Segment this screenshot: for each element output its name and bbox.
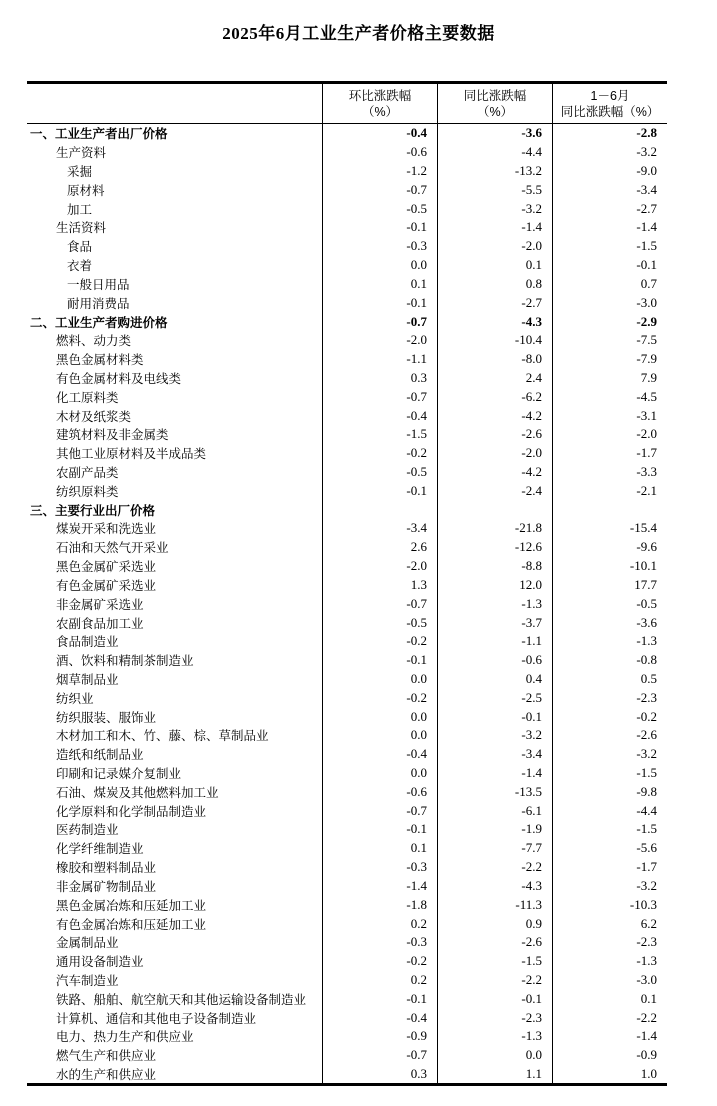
row-label: 有色金属矿采选业: [56, 578, 157, 593]
row-value: -5.6: [552, 839, 667, 858]
row-value: -11.3: [437, 895, 552, 914]
header-line-2: 同比涨跌幅（%）: [560, 104, 660, 119]
row-value: -1.5: [552, 237, 667, 256]
row-value: 0.1: [322, 839, 437, 858]
row-label: 生活资料: [56, 221, 107, 236]
table-row: [27, 500, 667, 519]
header-line-2: （%）: [361, 104, 399, 119]
row-value: -2.6: [437, 425, 552, 444]
row-value: -3.3: [552, 463, 667, 482]
row-value: -0.5: [322, 199, 437, 218]
row-label: 三、主要行业出厂价格: [30, 503, 156, 518]
header-ytd-yoy-change: [552, 84, 667, 123]
row-label: 纺织原料类: [56, 484, 119, 499]
row-value: 7.9: [552, 369, 667, 388]
row-value: -5.5: [437, 180, 552, 199]
row-label: 计算机、通信和其他电子设备制造业: [56, 1011, 257, 1026]
table-row: [27, 801, 667, 820]
page-title: 2025年6月工业生产者价格主要数据: [222, 24, 495, 43]
row-value: -1.1: [437, 632, 552, 651]
row-value: -0.6: [322, 782, 437, 801]
row-value: -3.1: [552, 406, 667, 425]
row-value: -1.5: [552, 820, 667, 839]
row-value: -2.6: [437, 933, 552, 952]
row-value: -2.3: [437, 1008, 552, 1027]
table-row: [27, 971, 667, 990]
row-value: 1.1: [437, 1065, 552, 1084]
row-value: -0.2: [322, 952, 437, 971]
row-label: 木材加工和木、竹、藤、棕、草制品业: [56, 729, 269, 744]
row-value: -7.7: [437, 839, 552, 858]
row-value: 0.3: [322, 369, 437, 388]
table-row: [27, 180, 667, 199]
row-value: -2.7: [437, 293, 552, 312]
table-row: [27, 576, 667, 595]
table-row: [27, 557, 667, 576]
header-line-1: 同比涨跌幅: [463, 88, 527, 103]
table-row: [27, 707, 667, 726]
row-value: -0.4: [322, 406, 437, 425]
table-row: [27, 632, 667, 651]
row-value: -0.6: [437, 651, 552, 670]
header-yoy-change: [437, 84, 552, 123]
table-row: [27, 651, 667, 670]
row-value: -6.1: [437, 801, 552, 820]
row-value: -3.4: [322, 519, 437, 538]
row-value: -1.1: [322, 350, 437, 369]
row-value: -8.8: [437, 557, 552, 576]
table-row: [27, 914, 667, 933]
table-row: [27, 162, 667, 181]
row-value: -1.7: [552, 858, 667, 877]
row-value: 17.7: [552, 576, 667, 595]
row-value: -1.4: [322, 877, 437, 896]
row-value: -2.3: [552, 688, 667, 707]
header-line-1: 环比涨跌幅: [348, 88, 412, 103]
row-label: 通用设备制造业: [56, 955, 144, 970]
row-value: 0.1: [552, 989, 667, 1008]
row-label: 化学原料和化学制品制造业: [56, 804, 207, 819]
row-value: -6.2: [437, 387, 552, 406]
row-label: 电力、热力生产和供应业: [56, 1030, 194, 1045]
row-label: 印刷和记录媒介复制业: [56, 767, 182, 782]
row-value: 2.4: [437, 369, 552, 388]
table-row: [27, 952, 667, 971]
table-row: [27, 820, 667, 839]
row-value: -3.2: [552, 877, 667, 896]
row-label: 建筑材料及非金属类: [56, 428, 169, 443]
table-row: [27, 463, 667, 482]
table-row: [27, 745, 667, 764]
table-row: [27, 519, 667, 538]
row-label: 橡胶和塑料制品业: [56, 861, 157, 876]
table-row: [27, 933, 667, 952]
table-row: [27, 312, 667, 331]
row-label: 农副产品类: [56, 466, 119, 481]
row-label: 汽车制造业: [56, 973, 119, 988]
table-row: [27, 877, 667, 896]
row-value: -0.5: [322, 613, 437, 632]
row-value: -2.7: [552, 199, 667, 218]
row-label: 耐用消费品: [67, 296, 130, 311]
row-value: 0.1: [437, 256, 552, 275]
row-value: -3.2: [552, 143, 667, 162]
row-label: 化学纤维制造业: [56, 842, 144, 857]
row-value: -2.0: [322, 557, 437, 576]
table-row: [27, 481, 667, 500]
row-label: 酒、饮料和精制茶制造业: [56, 654, 194, 669]
row-value: -1.9: [437, 820, 552, 839]
row-value: [322, 500, 437, 519]
row-value: 0.4: [437, 670, 552, 689]
table-row: [27, 369, 667, 388]
table-row: [27, 124, 667, 143]
row-value: -0.4: [322, 745, 437, 764]
table-row: [27, 1065, 667, 1084]
row-label: 原材料: [67, 183, 105, 198]
row-value: 0.0: [322, 726, 437, 745]
row-value: -12.6: [437, 538, 552, 557]
table-row: [27, 331, 667, 350]
row-value: 0.5: [552, 670, 667, 689]
table-row: [27, 425, 667, 444]
row-value: -3.2: [437, 726, 552, 745]
row-value: -10.1: [552, 557, 667, 576]
row-value: 0.7: [552, 275, 667, 294]
row-value: -0.7: [322, 180, 437, 199]
table-row: [27, 256, 667, 275]
row-label: 纺织业: [56, 691, 94, 706]
table-row: [27, 989, 667, 1008]
row-value: [552, 500, 667, 519]
row-value: -0.1: [322, 293, 437, 312]
row-label: 石油、煤炭及其他燃料加工业: [56, 785, 219, 800]
table-row: [27, 293, 667, 312]
row-label: 有色金属冶炼和压延加工业: [56, 917, 207, 932]
row-label: 加工: [67, 202, 93, 217]
row-value: -3.2: [437, 199, 552, 218]
row-label: 黑色金属材料类: [56, 353, 144, 368]
row-value: -0.1: [322, 481, 437, 500]
row-value: -4.3: [437, 877, 552, 896]
row-label: 衣着: [67, 259, 93, 274]
row-value: -0.2: [552, 707, 667, 726]
row-value: -0.2: [322, 444, 437, 463]
row-value: -0.7: [322, 801, 437, 820]
row-value: -9.6: [552, 538, 667, 557]
row-value: -4.2: [437, 463, 552, 482]
row-value: -2.1: [552, 481, 667, 500]
table-row: [27, 895, 667, 914]
table-row: [27, 613, 667, 632]
row-label: 一般日用品: [67, 277, 130, 292]
row-value: -0.1: [322, 651, 437, 670]
table-row: [27, 1027, 667, 1046]
row-value: -7.5: [552, 331, 667, 350]
row-value: -15.4: [552, 519, 667, 538]
row-label: 纺织服装、服饰业: [56, 710, 157, 725]
row-label: 木材及纸浆类: [56, 409, 132, 424]
table-row: [27, 218, 667, 237]
row-label: 金属制品业: [56, 936, 119, 951]
row-label: 有色金属材料及电线类: [56, 371, 182, 386]
row-value: -3.0: [552, 971, 667, 990]
row-value: -2.2: [552, 1008, 667, 1027]
table-row: [27, 1008, 667, 1027]
row-value: -1.4: [552, 1027, 667, 1046]
row-value: -1.3: [552, 952, 667, 971]
row-value: -2.0: [437, 237, 552, 256]
row-value: 0.2: [322, 914, 437, 933]
row-value: -10.4: [437, 331, 552, 350]
row-value: 0.0: [322, 670, 437, 689]
row-value: -4.2: [437, 406, 552, 425]
row-label: 医药制造业: [56, 823, 119, 838]
row-value: -0.7: [322, 312, 437, 331]
row-value: -0.4: [322, 124, 437, 143]
row-value: -0.2: [322, 688, 437, 707]
row-value: -1.3: [437, 1027, 552, 1046]
row-value: -9.0: [552, 162, 667, 181]
row-value: 0.3: [322, 1065, 437, 1084]
table-row: [27, 594, 667, 613]
table-row: [27, 839, 667, 858]
row-value: -0.1: [437, 707, 552, 726]
table-row: [27, 726, 667, 745]
row-value: -3.4: [437, 745, 552, 764]
row-value: -1.4: [552, 218, 667, 237]
row-value: -0.8: [552, 651, 667, 670]
row-value: 0.2: [322, 971, 437, 990]
row-label: 食品制造业: [56, 635, 119, 650]
row-value: -0.7: [322, 1046, 437, 1065]
row-value: -2.9: [552, 312, 667, 331]
row-value: -1.5: [322, 425, 437, 444]
table-row: [27, 688, 667, 707]
row-label: 二、工业生产者购进价格: [30, 315, 168, 330]
row-value: 12.0: [437, 576, 552, 595]
row-value: 0.1: [322, 275, 437, 294]
row-value: 0.8: [437, 275, 552, 294]
row-value: 1.0: [552, 1065, 667, 1084]
row-value: [437, 500, 552, 519]
row-value: 0.9: [437, 914, 552, 933]
row-value: -2.5: [437, 688, 552, 707]
table-row: [27, 237, 667, 256]
row-label: 石油和天然气开采业: [56, 541, 169, 556]
row-value: -0.7: [322, 594, 437, 613]
table-row: [27, 538, 667, 557]
row-value: -1.5: [552, 764, 667, 783]
row-label: 煤炭开采和洗选业: [56, 522, 157, 537]
row-value: -0.4: [322, 1008, 437, 1027]
row-value: -2.0: [322, 331, 437, 350]
row-value: -1.4: [437, 764, 552, 783]
row-label: 非金属矿采选业: [56, 597, 144, 612]
row-value: -8.0: [437, 350, 552, 369]
row-value: -1.3: [437, 594, 552, 613]
row-value: -4.4: [437, 143, 552, 162]
header-mom-change: [322, 84, 437, 123]
row-value: -2.6: [552, 726, 667, 745]
row-value: -3.2: [552, 745, 667, 764]
row-label: 水的生产和供应业: [56, 1068, 157, 1083]
row-value: -2.8: [552, 124, 667, 143]
row-label: 燃气生产和供应业: [56, 1049, 157, 1064]
row-value: -4.3: [437, 312, 552, 331]
row-label: 燃料、动力类: [56, 334, 132, 349]
table-row: [27, 387, 667, 406]
row-value: -4.4: [552, 801, 667, 820]
row-label: 化工原料类: [56, 390, 119, 405]
row-value: 0.0: [437, 1046, 552, 1065]
row-value: -2.3: [552, 933, 667, 952]
table-row: [27, 858, 667, 877]
row-value: -7.9: [552, 350, 667, 369]
row-value: -2.0: [437, 444, 552, 463]
row-value: -0.7: [322, 387, 437, 406]
table-header-row: [27, 84, 667, 124]
row-value: -1.3: [552, 632, 667, 651]
table-row: [27, 444, 667, 463]
row-value: -1.8: [322, 895, 437, 914]
row-value: -0.9: [322, 1027, 437, 1046]
row-value: -0.1: [552, 256, 667, 275]
row-value: -3.6: [552, 613, 667, 632]
row-value: -1.2: [322, 162, 437, 181]
row-value: 2.6: [322, 538, 437, 557]
row-label: 一、工业生产者出厂价格: [30, 127, 168, 142]
header-line-2: （%）: [476, 104, 514, 119]
row-value: -9.8: [552, 782, 667, 801]
row-label: 非金属矿物制品业: [56, 879, 157, 894]
row-label: 农副食品加工业: [56, 616, 144, 631]
row-label: 铁路、船舶、航空航天和其他运输设备制造业: [56, 992, 307, 1007]
row-value: -0.1: [322, 989, 437, 1008]
row-value: -0.2: [322, 632, 437, 651]
row-label: 黑色金属冶炼和压延加工业: [56, 898, 207, 913]
row-value: -2.2: [437, 971, 552, 990]
producer-price-table: [27, 81, 667, 1086]
row-value: -0.5: [552, 594, 667, 613]
row-value: -13.5: [437, 782, 552, 801]
row-value: -1.7: [552, 444, 667, 463]
row-label: 造纸和纸制品业: [56, 748, 144, 763]
row-value: -2.2: [437, 858, 552, 877]
table-row: [27, 143, 667, 162]
row-value: 0.0: [322, 764, 437, 783]
row-value: -0.3: [322, 237, 437, 256]
row-value: 0.0: [322, 707, 437, 726]
row-value: 0.0: [322, 256, 437, 275]
row-label: 烟草制品业: [56, 672, 119, 687]
row-value: -21.8: [437, 519, 552, 538]
row-value: -3.6: [437, 124, 552, 143]
table-row: [27, 350, 667, 369]
row-value: -0.3: [322, 933, 437, 952]
header-empty-cell: [27, 84, 322, 123]
table-row: [27, 764, 667, 783]
row-value: -2.4: [437, 481, 552, 500]
row-value: -10.3: [552, 895, 667, 914]
row-label: 生产资料: [56, 146, 107, 161]
row-value: -0.9: [552, 1046, 667, 1065]
row-label: 采掘: [67, 165, 93, 180]
row-value: -1.5: [437, 952, 552, 971]
row-label: 黑色金属矿采选业: [56, 560, 157, 575]
row-value: -0.1: [322, 820, 437, 839]
table-row: [27, 782, 667, 801]
header-line-1: 1－6月: [590, 88, 630, 103]
row-value: -0.1: [322, 218, 437, 237]
table-row: [27, 1046, 667, 1065]
row-value: -3.0: [552, 293, 667, 312]
row-value: -4.5: [552, 387, 667, 406]
row-value: -0.1: [437, 989, 552, 1008]
row-label: 其他工业原材料及半成品类: [56, 447, 207, 462]
table-row: [27, 199, 667, 218]
row-value: -2.0: [552, 425, 667, 444]
row-value: 1.3: [322, 576, 437, 595]
table-row: [27, 670, 667, 689]
row-value: -3.7: [437, 613, 552, 632]
table-row: [27, 406, 667, 425]
row-value: -13.2: [437, 162, 552, 181]
table-body: [27, 124, 667, 1083]
row-value: -0.5: [322, 463, 437, 482]
row-value: -0.3: [322, 858, 437, 877]
row-value: -1.4: [437, 218, 552, 237]
row-label: 食品: [67, 240, 93, 255]
table-row: [27, 275, 667, 294]
row-value: -3.4: [552, 180, 667, 199]
row-value: -0.6: [322, 143, 437, 162]
row-value: 6.2: [552, 914, 667, 933]
